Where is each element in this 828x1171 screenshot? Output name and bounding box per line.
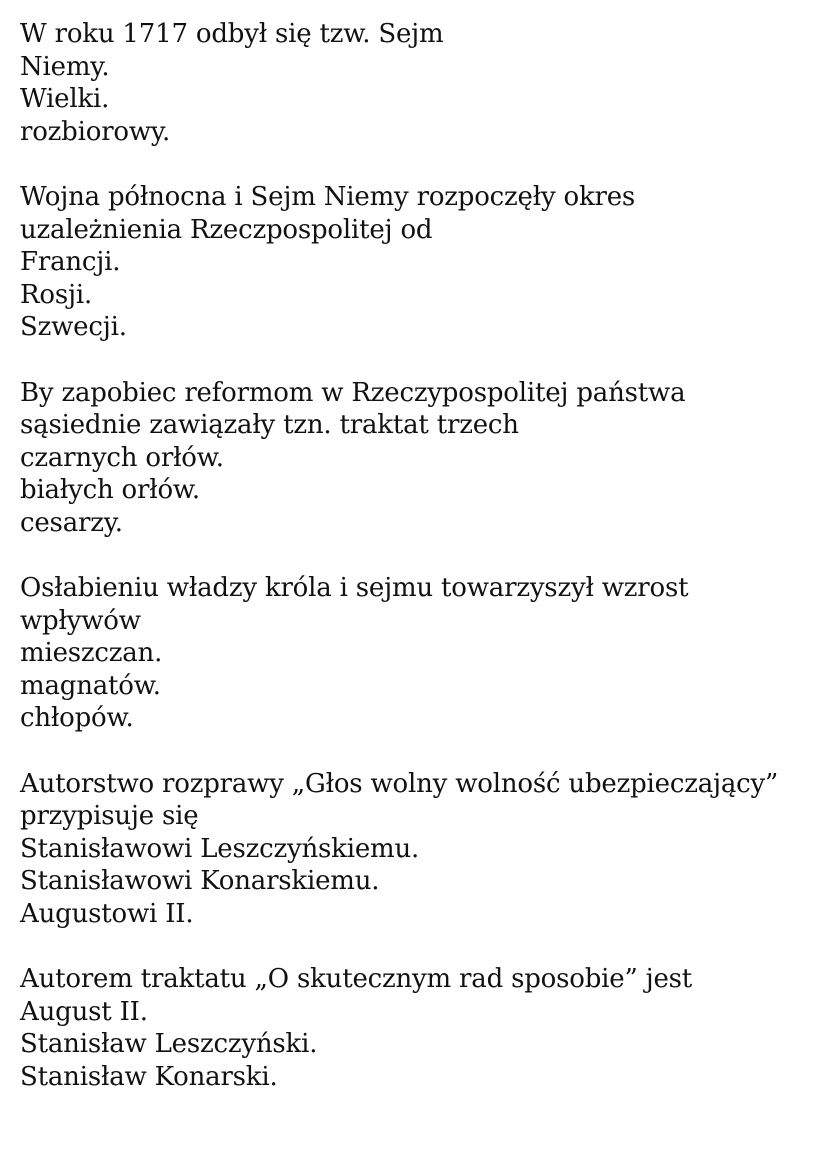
question-4 <box>20 572 820 735</box>
question-stem: W roku 1717 odbył się tzw. Sejm <box>20 19 444 49</box>
question-1 <box>20 18 820 148</box>
question-stem-line: przypisuje się <box>20 801 199 832</box>
answer-option: Niemy. <box>20 51 110 82</box>
question-stem-line: Osłabieniu władzy króla i sejmu towarzyszył wzrost <box>20 573 689 604</box>
answer-option: Augustowi II. <box>20 899 194 930</box>
question-stem-line: By zapobiec reformom w Rzeczypospolitej państwa <box>20 377 686 408</box>
answer-option: Rosji. <box>20 279 93 310</box>
question-stem-line: wpływów <box>20 605 141 636</box>
answer-option: rozbiorowy. <box>20 116 171 147</box>
answer-option: chłopów. <box>20 703 134 734</box>
question-stem-line: Autorstwo rozprawy „Głos wolny wolność ubezpieczający” <box>20 768 779 799</box>
question-5 <box>20 768 820 931</box>
answer-option: magnatów. <box>20 670 161 701</box>
question-6 <box>20 963 820 1093</box>
question-2 <box>20 181 820 344</box>
answer-option: Wielki. <box>20 84 110 115</box>
question-stem-line: uzależnienia Rzeczpospolitej od <box>20 214 433 245</box>
answer-option: Szwecji. <box>20 312 127 343</box>
question-stem-line: sąsiednie zawiązały tzn. traktat trzech <box>20 410 519 441</box>
answer-option: Stanisław Konarski. <box>20 1062 278 1092</box>
question-3 <box>20 377 820 540</box>
answer-option: białych orłów. <box>20 475 200 506</box>
answer-option: Francji. <box>20 247 121 278</box>
document-page <box>20 18 820 1126</box>
question-stem-line: Wojna północna i Sejm Niemy rozpoczęły okres <box>20 181 636 212</box>
question-stem: Autorem traktatu „O skutecznym rad sposobie” jest <box>20 964 693 995</box>
answer-option: cesarzy. <box>20 507 123 538</box>
answer-option: Stanisławowi Leszczyńskiemu. <box>20 833 420 864</box>
answer-option: czarnych orłów. <box>20 442 224 473</box>
answer-option: Stanisław Leszczyński. <box>20 1029 318 1060</box>
answer-option: August II. <box>20 996 148 1027</box>
answer-option: mieszczan. <box>20 638 163 669</box>
answer-option: Stanisławowi Konarskiemu. <box>20 866 380 897</box>
